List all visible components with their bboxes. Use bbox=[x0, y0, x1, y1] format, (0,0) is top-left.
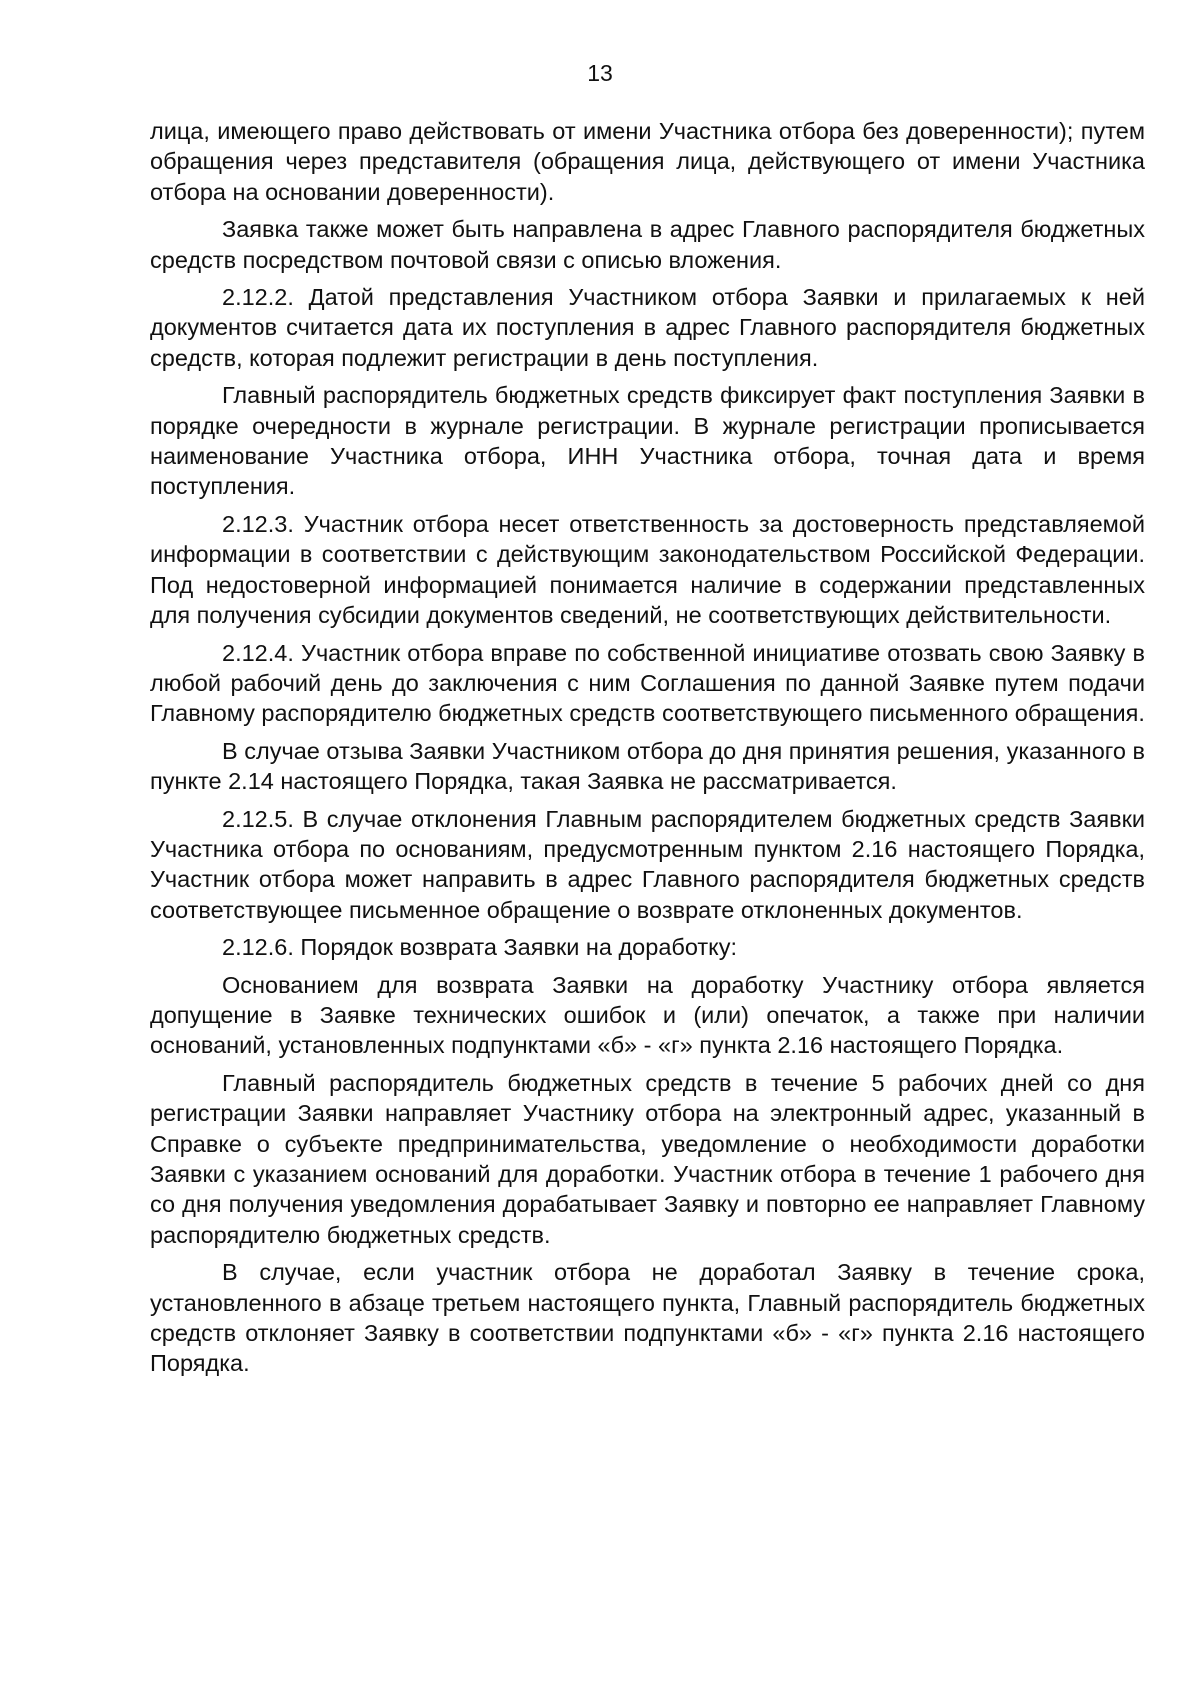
paragraph-4: Главный распорядитель бюджетных средств фиксирует факт поступления Заявки в порядке очередности в журнале регистрации. В журнале регистрации прописывается наименование Участника отбора, ИНН Участника отбора, точная дата и время поступления. bbox=[150, 382, 1145, 500]
paragraph-1: лица, имеющего право действовать от имени Участника отбора без доверенности); путем обращения через представителя (обращения лица, действующего от имени Участника отбора на основании доверенности). bbox=[150, 118, 1145, 205]
paragraph-12: В случае, если участник отбора не доработал Заявку в течение срока, установленного в абзаце третьем настоящего пункта, Главный распорядитель бюджетных средств отклоняет Заявку в соответствии подпунктами «б» - «г» пункта 2.16 настоящего Порядка. bbox=[150, 1259, 1145, 1377]
paragraph-11: Главный распорядитель бюджетных средств в течение 5 рабочих дней со дня регистрации Заявки направляет Участнику отбора на электронный адрес, указанный в Справке о субъекте предпринимательства, уведомление о необходимости доработки Заявки с указанием оснований для доработки. Участник отбора в течение 1 рабочего дня со дня получения уведомления дорабатывает Заявку и повторно ее направляет Главному распорядителю бюджетных средств. bbox=[150, 1069, 1145, 1248]
paragraph-7: В случае отзыва Заявки Участником отбора до дня принятия решения, указанного в пункте 2.14 настоящего Порядка, такая Заявка не рассматривается. bbox=[150, 737, 1145, 795]
page-number: 13 bbox=[587, 60, 613, 86]
document-body bbox=[150, 116, 1145, 1386]
paragraph-6: 2.12.4. Участник отбора вправе по собственной инициативе отозвать свою Заявку в любой рабочий день до заключения с ним Соглашения по данной Заявке путем подачи Главному распорядителю бюджетных средств соответствующего письменного обращения. bbox=[150, 639, 1145, 727]
paragraph-9: 2.12.6. Порядок возврата Заявки на доработку: bbox=[222, 934, 737, 961]
paragraph-2: Заявка также может быть направлена в адрес Главного распорядителя бюджетных средств посредством почтовой связи с описью вложения. bbox=[150, 216, 1145, 273]
paragraph-8: 2.12.5. В случае отклонения Главным распорядителем бюджетных средств Заявки Участника отбора по основаниям, предусмотренным пунктом 2.16 настоящего Порядка, Участник отбора может направить в адрес Главного распорядителя бюджетных средств соответствующее письменное обращение о возврате отклоненных документов. bbox=[150, 805, 1145, 923]
paragraph-5: 2.12.3. Участник отбора несет ответственность за достоверность представляемой информации в соответствии с действующим законодательством Российской Федерации. Под недостоверной информацией понимается наличие в содержании представленных для получения субсидии документов сведений, не соответствующих действительности. bbox=[150, 510, 1145, 629]
paragraph-3: 2.12.2. Датой представления Участником отбора Заявки и прилагаемых к ней документов считается дата их поступления в адрес Главного распорядителя бюджетных средств, которая подлежит регистрации в день поступления. bbox=[150, 284, 1145, 371]
paragraph-10: Основанием для возврата Заявки на доработку Участнику отбора является допущение в Заявке технических ошибок и (или) опечаток, а также при наличии оснований, установленных подпунктами «б» - «г» пункта 2.16 настоящего Порядка. bbox=[150, 971, 1145, 1059]
